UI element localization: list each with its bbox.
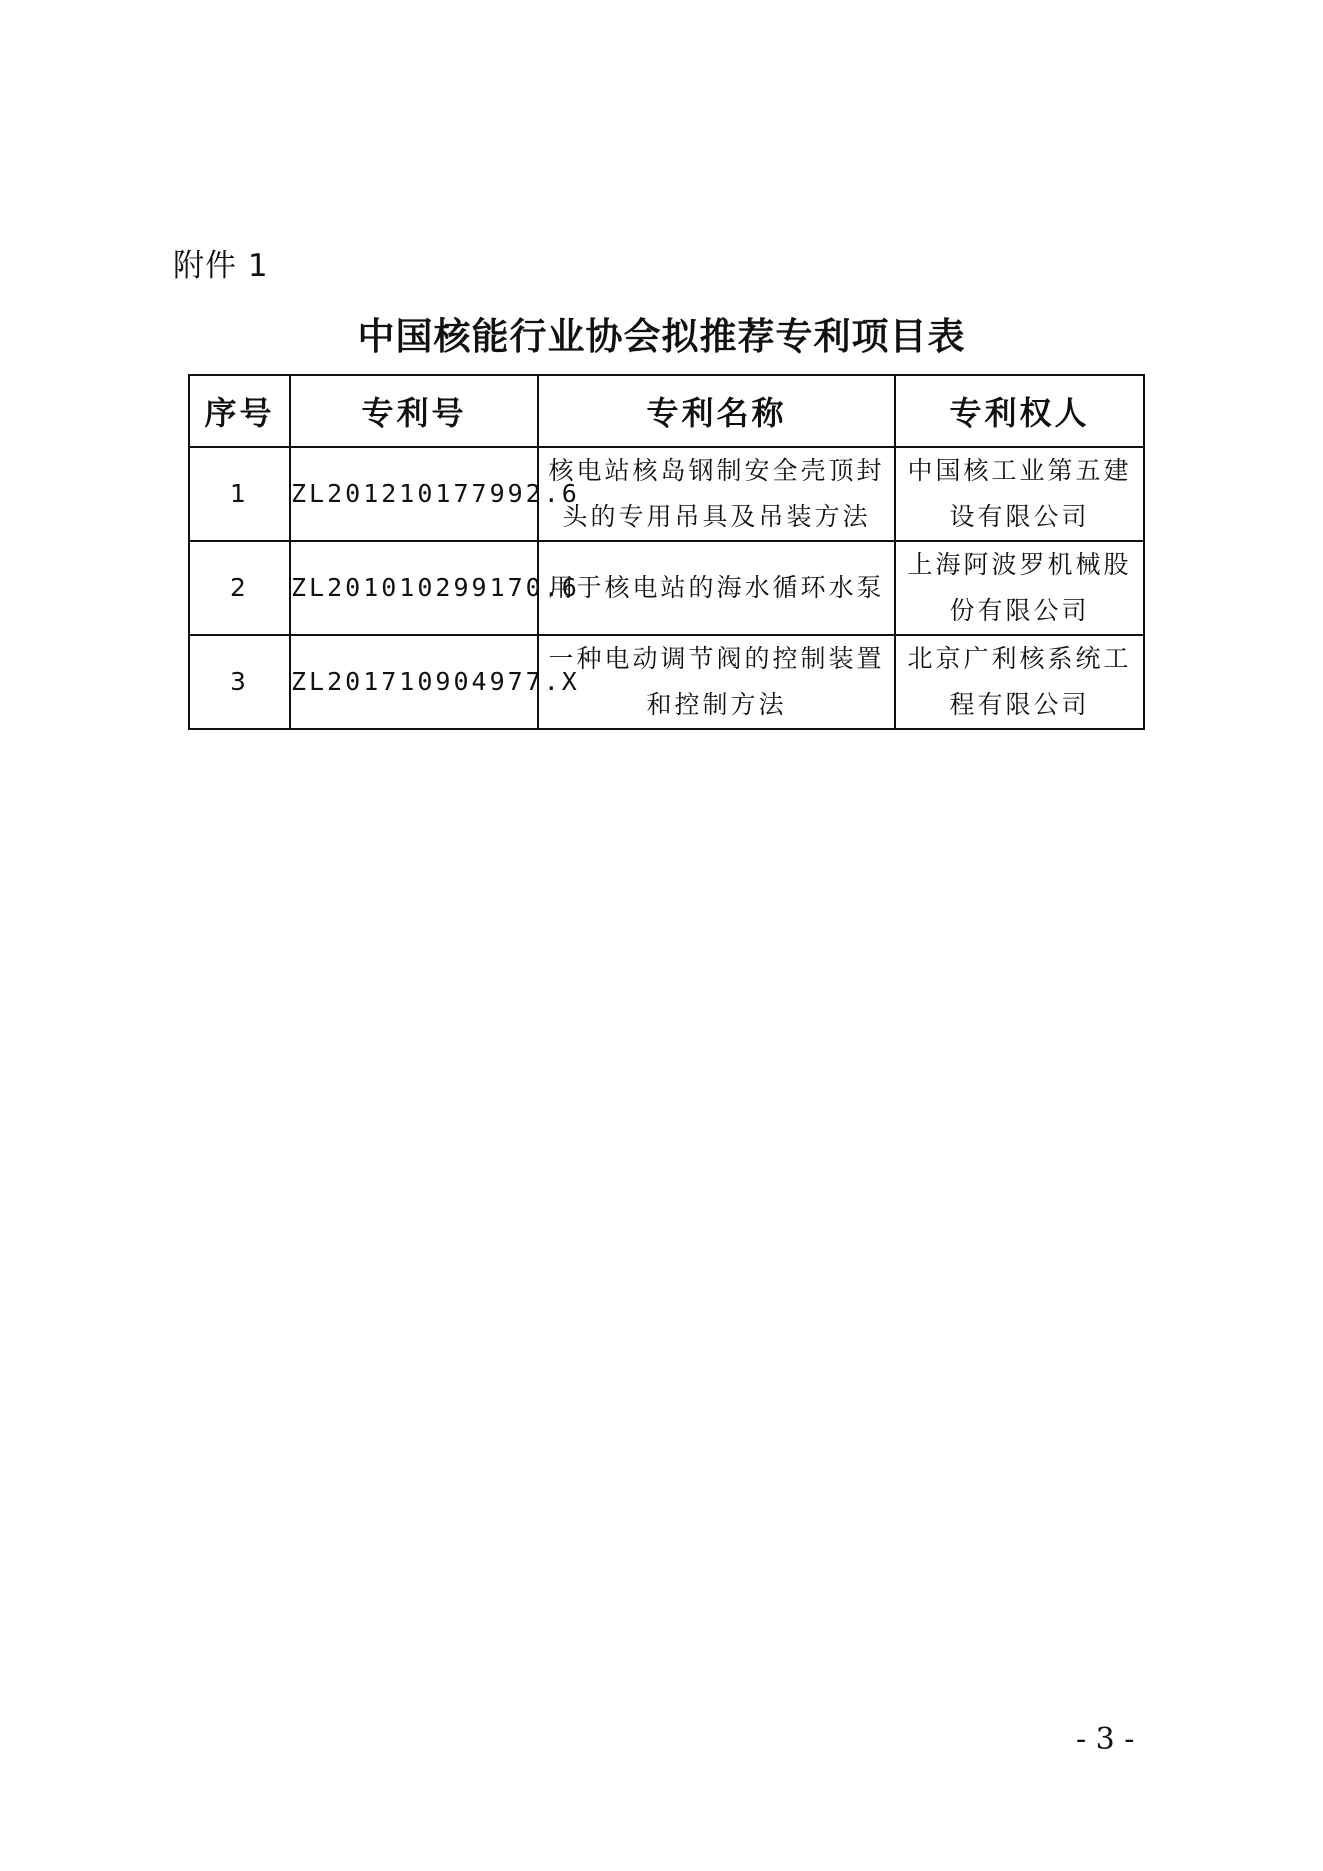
table-row: [189, 447, 1144, 541]
cell-seq: 1: [189, 447, 290, 541]
page-number: - 3 -: [1076, 1722, 1135, 1757]
cell-patentee: 中国核工业第五建设有限公司: [895, 447, 1144, 541]
header-patent-number: 专利号: [290, 375, 538, 447]
header-patent-name: 专利名称: [538, 375, 895, 447]
cell-seq: 2: [189, 541, 290, 635]
table-row: [189, 541, 1144, 635]
document-title: 中国核能行业协会拟推荐专利项目表: [357, 314, 966, 358]
table-header-row: [189, 375, 1144, 447]
header-patentee: 专利权人: [895, 375, 1144, 447]
patent-table: [188, 374, 1145, 730]
cell-patentee: 北京广利核系统工程有限公司: [895, 635, 1144, 729]
cell-patentee: 上海阿波罗机械股份有限公司: [895, 541, 1144, 635]
cell-patent-number: ZL201210177992.6: [290, 447, 538, 541]
attachment-label: 附件 1: [173, 248, 269, 284]
table-row: [189, 635, 1144, 729]
cell-patent-name: 核电站核岛钢制安全壳顶封头的专用吊具及吊装方法: [538, 447, 895, 541]
cell-seq: 3: [189, 635, 290, 729]
cell-patent-number: ZL201710904977.X: [290, 635, 538, 729]
cell-patent-name: 一种电动调节阀的控制装置和控制方法: [538, 635, 895, 729]
cell-patent-number: ZL201010299170.6: [290, 541, 538, 635]
cell-patent-name: 用于核电站的海水循环水泵: [538, 541, 895, 635]
header-seq: 序号: [189, 375, 290, 447]
